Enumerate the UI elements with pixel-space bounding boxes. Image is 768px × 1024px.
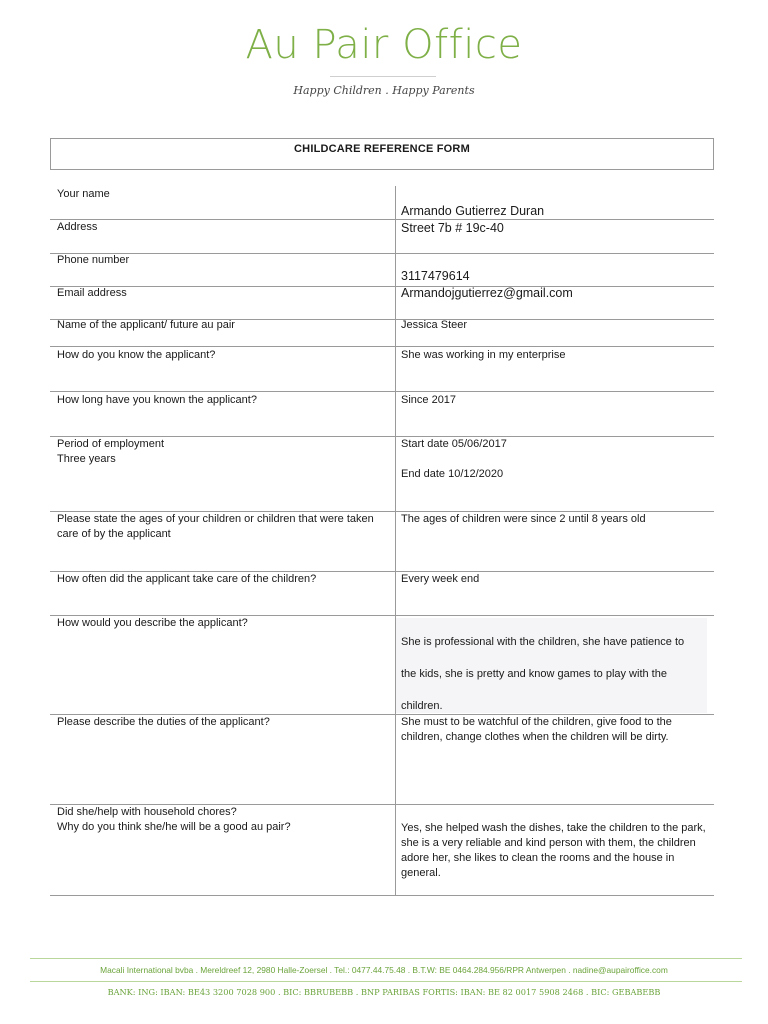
reference-form-table [50, 186, 714, 896]
question-label: Your name [57, 188, 110, 200]
footer-bank-info: BANK: ING: IBAN: BE43 3200 7028 900 . BIC: BBRUBEBB . BNP PARIBAS FORTIS: IBAN: BE 82 0017 5908 2468 . BIC: GEBABEBB [107, 987, 661, 997]
form-row-applicant-name [50, 320, 714, 347]
answer-value: Armando Gutierrez Duran [401, 204, 545, 218]
form-title-box [50, 138, 714, 170]
form-row-your-name [50, 186, 714, 220]
footer-divider-middle [30, 981, 742, 982]
answer-value: She must to be watchful of the children, give food to the children, change clothes when the children will be dirty. [401, 716, 672, 743]
question-label: Phone number [57, 254, 130, 266]
question-label: Please describe the duties of the applicant? [57, 716, 270, 728]
answer-value: Every week end [401, 573, 480, 585]
question-label: Period of employment [57, 438, 164, 450]
answer-value: Armandojgutierrez@gmail.com [401, 286, 573, 300]
footer-divider-top [30, 958, 742, 959]
question-sublabel: Three years [57, 453, 116, 465]
form-row-phone [50, 254, 714, 287]
answer-end-date: End date 10/12/2020 [401, 468, 504, 480]
answer-value: Street 7b # 19c-40 [401, 221, 504, 235]
brand-tagline: Happy Children . Happy Parents [293, 84, 475, 97]
brand-logo: Au Pair Office [245, 22, 523, 68]
answer-value: She was working in my enterprise [401, 349, 566, 361]
question-label: Email address [57, 287, 127, 299]
answer-line-3: children. [401, 700, 443, 712]
form-row-email [50, 287, 714, 320]
form-row-how-know [50, 347, 714, 392]
form-row-household-chores [50, 805, 714, 896]
form-row-how-long [50, 392, 714, 437]
question-label: How do you know the applicant? [57, 349, 216, 361]
answer-value: Jessica Steer [401, 319, 468, 331]
answer-line-2: the kids, she is pretty and know games to play with the [401, 668, 667, 680]
answer-value: Yes, she helped wash the dishes, take the children to the park, she is a very reliable and kind person with them, the children adore her, she likes to clean the rooms and the house in general. [401, 822, 706, 879]
form-row-employment-period [50, 437, 714, 512]
form-title: CHILDCARE REFERENCE FORM [294, 143, 470, 155]
form-row-describe [50, 616, 714, 715]
question-label: Name of the applicant/ future au pair [57, 319, 235, 331]
answer-value: The ages of children were since 2 until 8 years old [401, 513, 646, 525]
answer-line-1: She is professional with the children, she have patience to [401, 636, 685, 648]
form-row-how-often [50, 572, 714, 616]
footer-company-info: Macali International bvba . Mereldreef 12, 2980 Halle-Zoersel . Tel.: 0477.44.75.48 . B.T.W: BE 0464.284.956/RPR Antwerpen . nadine@aupairoffice.com [100, 965, 668, 975]
question-label: Please state the ages of your children or children that were taken care of by the applicant [57, 513, 374, 540]
form-row-address [50, 220, 714, 254]
form-row-duties [50, 715, 714, 805]
logo-underline [330, 76, 436, 77]
question-label: How would you describe the applicant? [57, 617, 248, 629]
question-label: Did she/help with household chores? [57, 806, 237, 818]
form-row-children-ages [50, 512, 714, 572]
answer-value: 3117479614 [401, 269, 470, 283]
answer-value: Since 2017 [401, 394, 457, 406]
question-label: Address [57, 221, 98, 233]
question-label: How often did the applicant take care of the children? [57, 573, 317, 585]
question-sublabel: Why do you think she/he will be a good au pair? [57, 821, 291, 833]
question-label: How long have you known the applicant? [57, 394, 257, 406]
answer-start-date: Start date 05/06/2017 [401, 438, 507, 450]
